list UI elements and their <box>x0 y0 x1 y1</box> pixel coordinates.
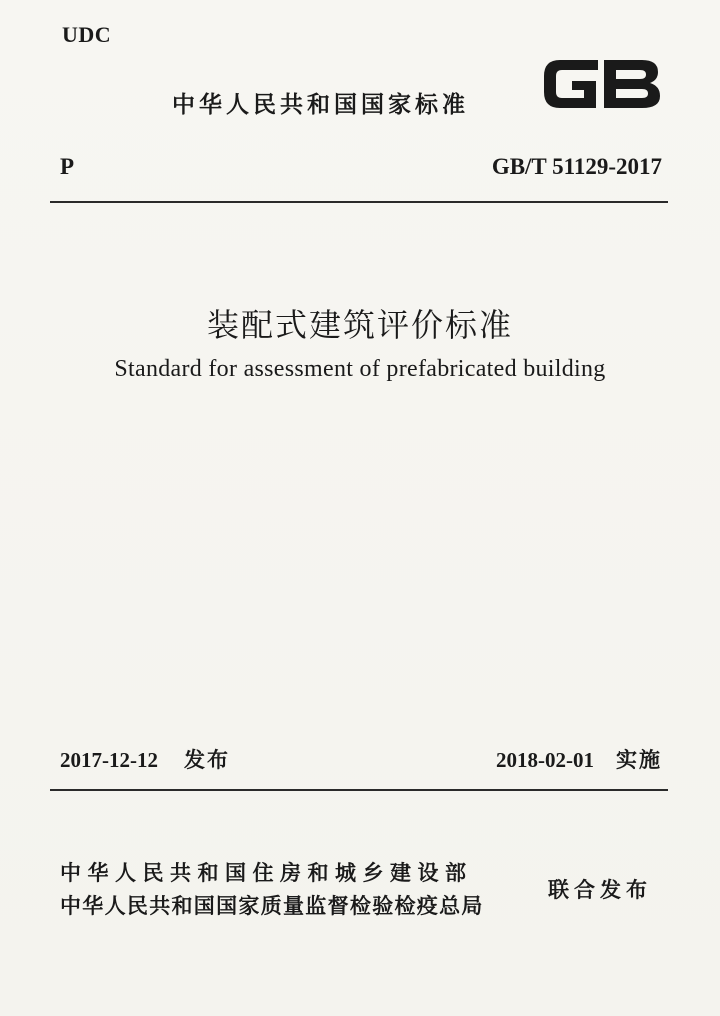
gb-logo-icon <box>538 50 664 118</box>
issue-label: 发布 <box>184 748 230 772</box>
issuer-ministry-housing: 中华人民共和国住房和城乡建设部 <box>60 861 473 885</box>
title-chinese: 装配式建筑评价标准 <box>206 306 513 344</box>
joint-issue-label: 联合发布 <box>548 878 652 902</box>
udc-label: UDC <box>62 22 112 47</box>
national-standard-heading: 中华人民共和国国家标准 <box>172 92 469 118</box>
top-divider <box>50 201 668 203</box>
issue-date-block <box>60 744 230 774</box>
implementation-date-block <box>496 744 662 774</box>
title-english: Standard for assessment of prefabricated building <box>114 356 606 382</box>
implementation-date: 2018-02-01 <box>496 748 594 772</box>
bottom-divider <box>50 789 668 791</box>
implementation-label: 实施 <box>616 748 662 772</box>
standard-number: GB/T 51129-2017 <box>491 154 662 179</box>
issuer-aqsiq: 中华人民共和国国家质量监督检验检疫总局 <box>60 894 484 918</box>
issue-date: 2017-12-12 <box>60 748 158 772</box>
classification-code: P <box>60 154 75 179</box>
